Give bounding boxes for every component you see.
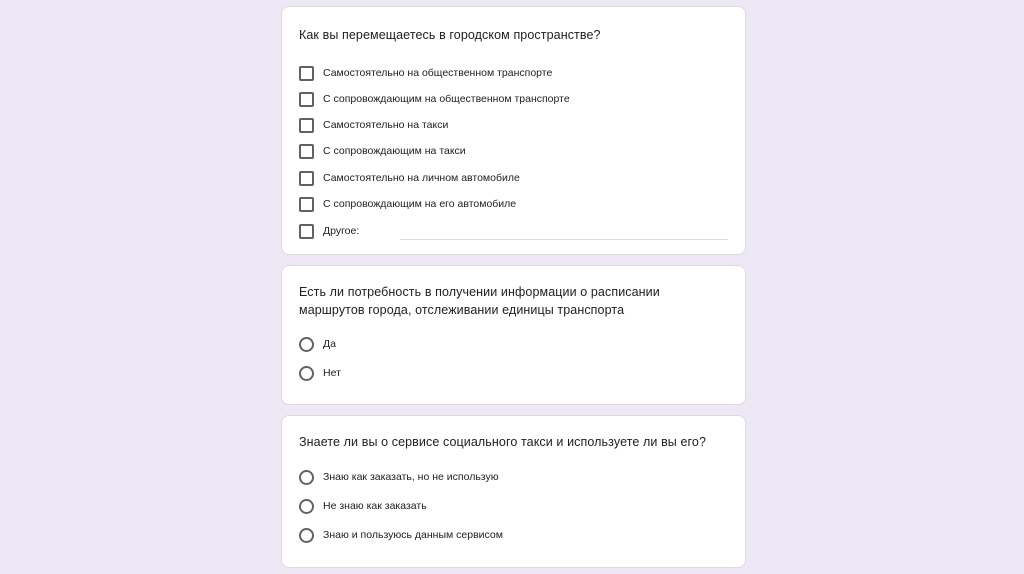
question-title: Как вы перемещаетесь в городском пространстве? (299, 28, 601, 42)
checkbox-icon[interactable] (299, 92, 314, 107)
option-label: Знаю и пользуюсь данным сервисом (323, 529, 503, 541)
radio-option-no[interactable] (299, 363, 728, 383)
option-label: Самостоятельно на личном автомобиле (323, 172, 520, 184)
checkbox-option-self-public-transport[interactable] (299, 63, 728, 83)
option-label: Другое: (323, 225, 360, 237)
option-label: Нет (323, 367, 341, 379)
radio-option-know-and-use[interactable] (299, 525, 728, 545)
option-label: С сопровождающим на такси (323, 145, 466, 157)
option-label: Не знаю как заказать (323, 500, 427, 512)
checkbox-icon[interactable] (299, 171, 314, 186)
checkbox-icon[interactable] (299, 118, 314, 133)
question-card-schedule-info (281, 265, 746, 405)
checkbox-icon[interactable] (299, 66, 314, 81)
option-label: С сопровождающим на общественном транспорте (323, 93, 570, 105)
other-text-input[interactable] (400, 223, 728, 240)
radio-option-yes[interactable] (299, 334, 728, 354)
question-card-transport-mode (281, 6, 746, 255)
checkbox-icon[interactable] (299, 224, 314, 239)
checkbox-option-self-taxi[interactable] (299, 115, 728, 135)
checkbox-option-escort-public-transport[interactable] (299, 89, 728, 109)
checkbox-option-escort-car[interactable] (299, 194, 728, 214)
radio-icon[interactable] (299, 499, 314, 514)
option-label: С сопровождающим на его автомобиле (323, 198, 517, 210)
radio-icon[interactable] (299, 366, 314, 381)
radio-icon[interactable] (299, 337, 314, 352)
question-title: Есть ли потребность в получении информации о расписании маршрутов города, отслеживании единицы транспорта (299, 285, 660, 317)
option-label: Самостоятельно на общественном транспорте (323, 67, 553, 79)
checkbox-icon[interactable] (299, 144, 314, 159)
option-label: Да (323, 338, 336, 350)
radio-icon[interactable] (299, 528, 314, 543)
radio-option-know-not-use[interactable] (299, 467, 728, 487)
question-card-social-taxi (281, 415, 746, 568)
checkbox-option-other[interactable] (299, 221, 728, 241)
radio-option-dont-know[interactable] (299, 496, 728, 516)
checkbox-option-escort-taxi[interactable] (299, 141, 728, 161)
question-title: Знаете ли вы о сервисе социального такси и используете ли вы его? (299, 435, 707, 449)
checkbox-option-self-car[interactable] (299, 168, 728, 188)
option-label: Знаю как заказать, но не использую (323, 471, 499, 483)
radio-icon[interactable] (299, 470, 314, 485)
checkbox-icon[interactable] (299, 197, 314, 212)
option-label: Самостоятельно на такси (323, 119, 449, 131)
